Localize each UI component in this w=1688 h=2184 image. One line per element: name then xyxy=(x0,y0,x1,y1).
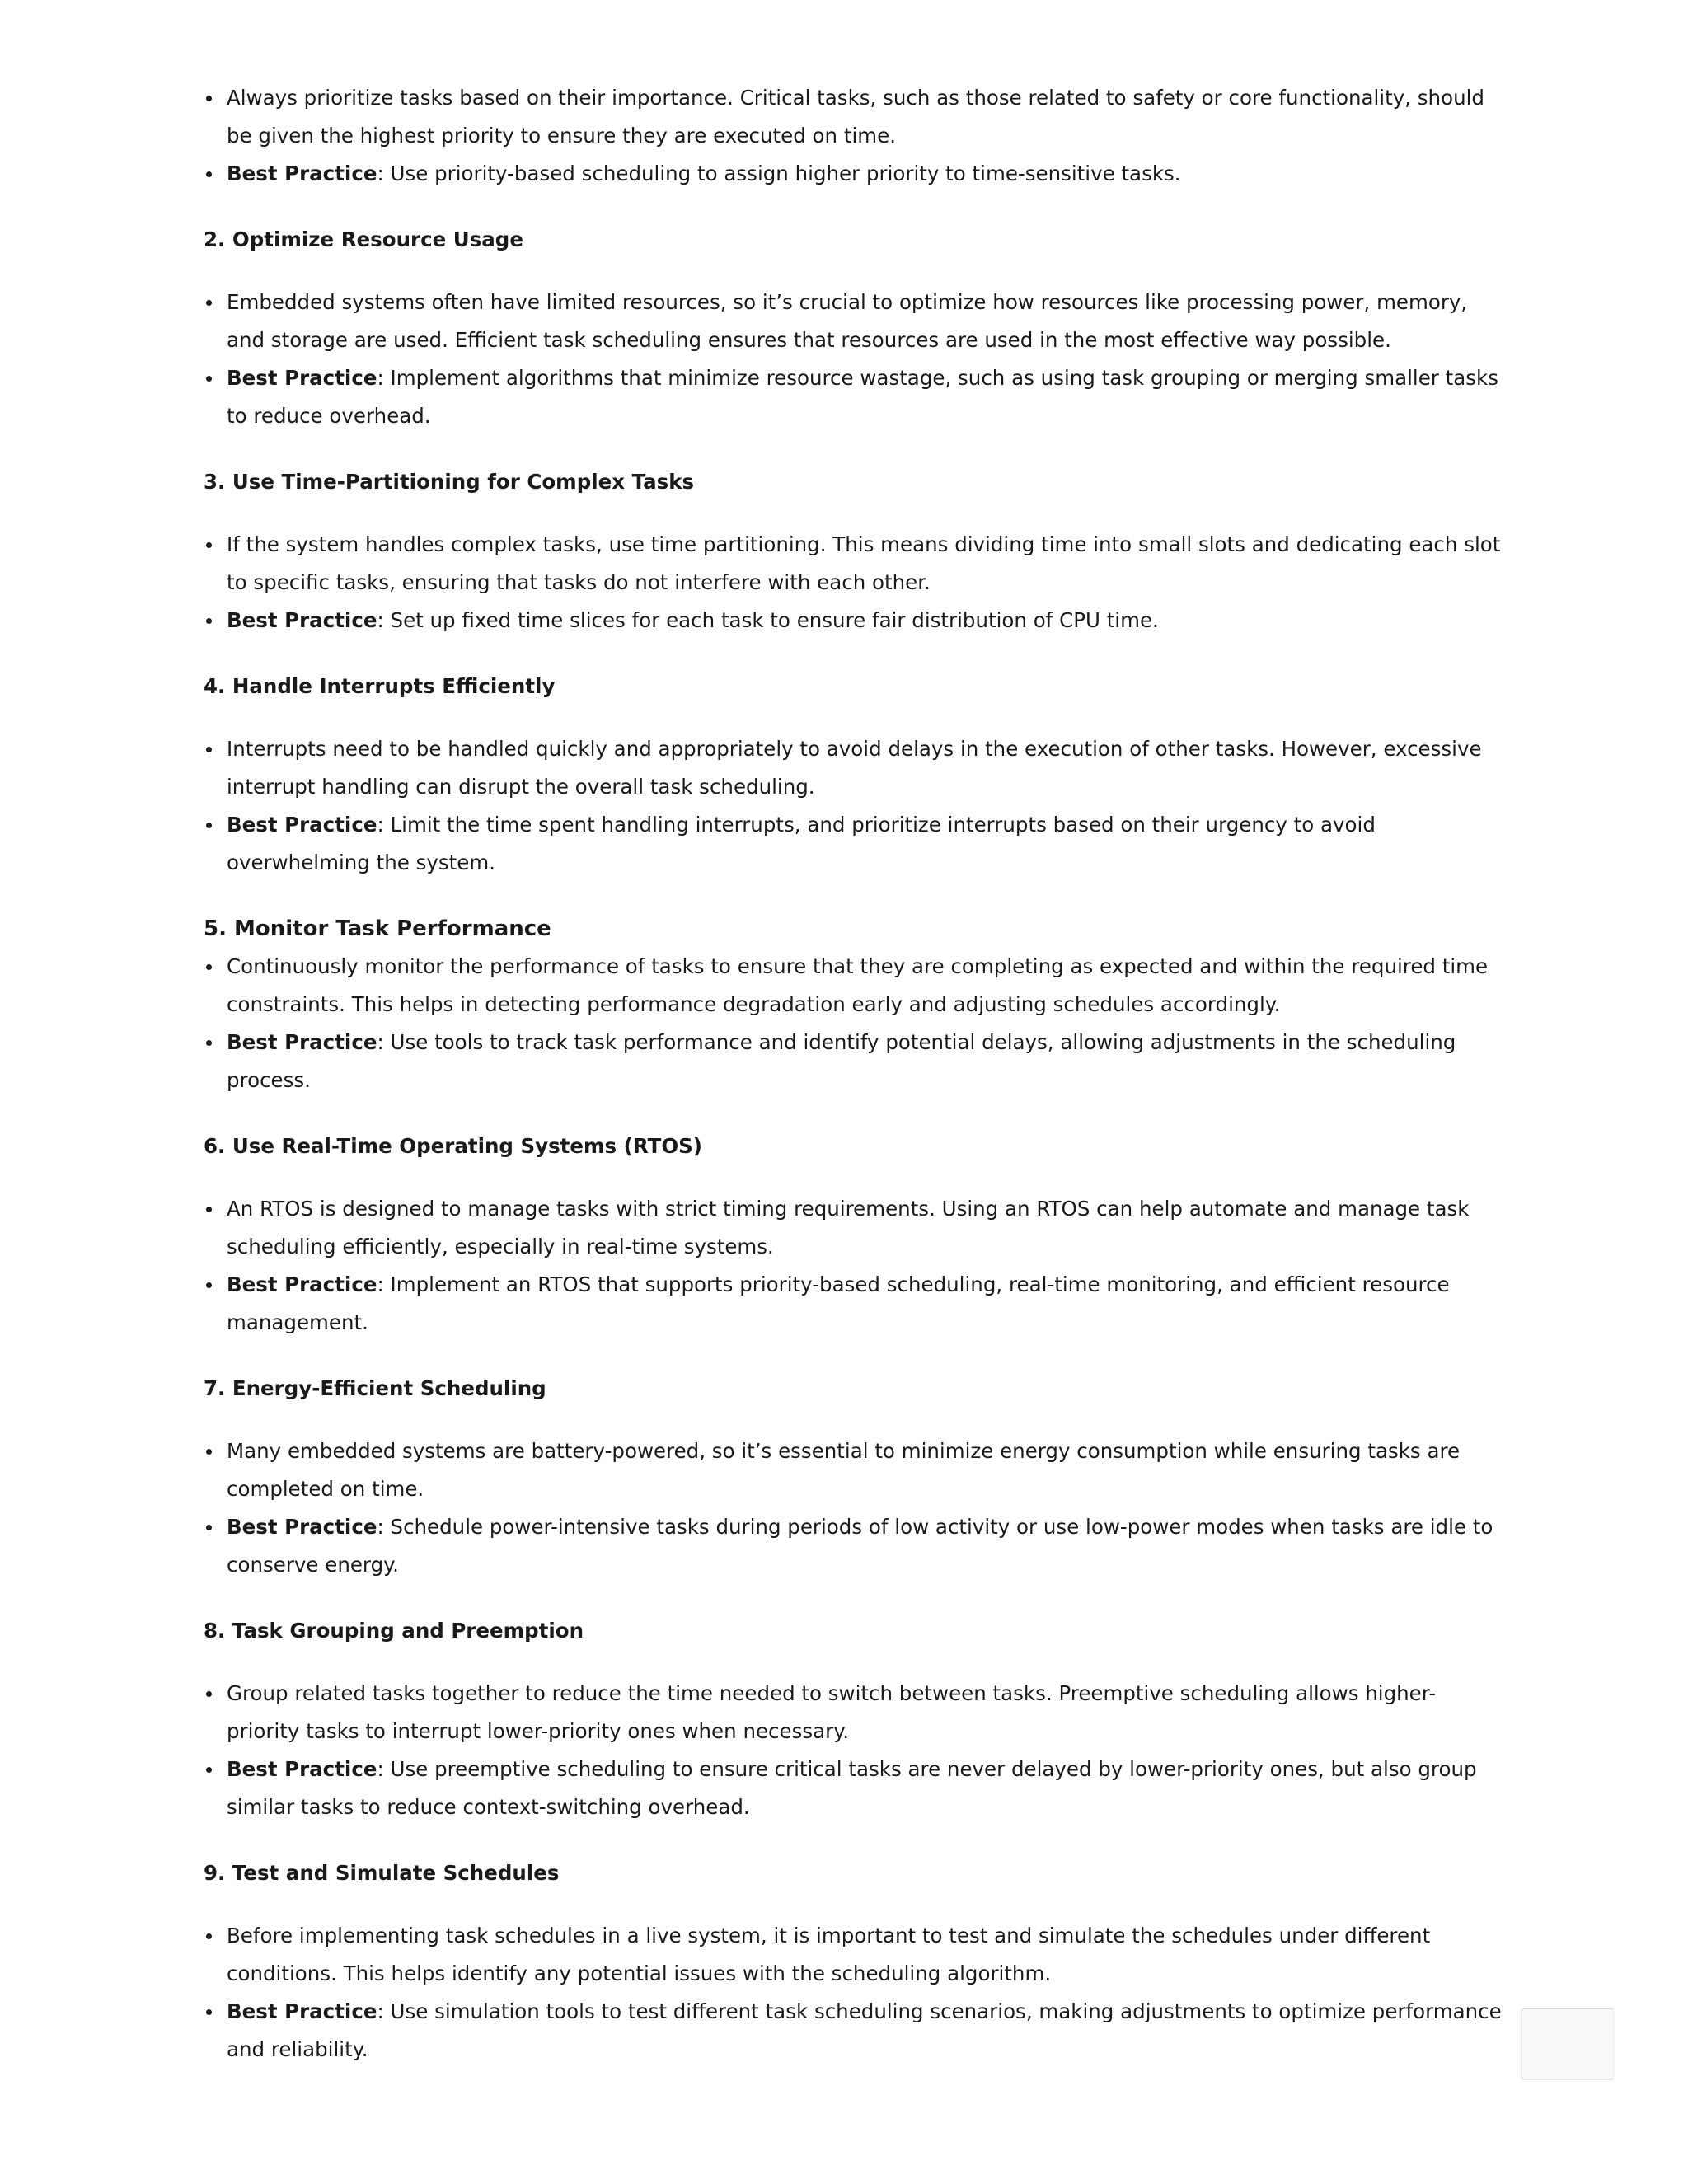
bullet-list xyxy=(204,1190,1506,1342)
bullet-text: : Implement algorithms that minimize resource wastage, such as using task grouping or merging smaller tasks to reduce overhead. xyxy=(227,366,1499,428)
best-practice-label: Best Practice xyxy=(227,366,377,390)
section-task-grouping-preemption xyxy=(204,1617,1506,1826)
list-item xyxy=(204,1432,1506,1508)
bullet-text: An RTOS is designed to manage tasks with strict timing requirements. Using an RTOS can help automate and manage task scheduling efficiently, especially in real-time systems. xyxy=(227,1197,1470,1258)
list-item xyxy=(204,1508,1506,1584)
bullet-text: : Use priority-based scheduling to assign higher priority to time-sensitive tasks. xyxy=(377,162,1181,185)
section-heading: 4. Handle Interrupts Efficiently xyxy=(204,674,556,698)
list-item xyxy=(204,806,1506,882)
list-item xyxy=(204,602,1506,640)
bullet-text: : Use tools to track task performance and identify potential delays, allowing adjustments in the scheduling process. xyxy=(227,1030,1456,1092)
bullet-list xyxy=(204,284,1506,435)
best-practice-label: Best Practice xyxy=(227,1272,377,1296)
bullet-text: : Schedule power-intensive tasks during periods of low activity or use low-power modes when tasks are idle to conserve energy. xyxy=(227,1515,1493,1577)
article-content xyxy=(204,79,1506,2069)
list-item xyxy=(204,155,1506,193)
list-item xyxy=(204,284,1506,359)
list-item xyxy=(204,79,1506,155)
section-energy-efficient-scheduling xyxy=(204,1375,1506,1584)
bullet-text: Many embedded systems are battery-powered, so it’s essential to minimize energy consumption while ensuring tasks are completed on time. xyxy=(227,1439,1461,1501)
intro-bullet-list xyxy=(204,79,1506,193)
list-item xyxy=(204,948,1506,1024)
list-item xyxy=(204,730,1506,806)
bullet-list xyxy=(204,1675,1506,1826)
section-heading: 7. Energy-Efficient Scheduling xyxy=(204,1376,546,1400)
bullet-text: Continuously monitor the performance of tasks to ensure that they are completing as expected and within the required time constraints. This helps in detecting performance degradation early and adjusting schedules accordingly. xyxy=(227,954,1489,1016)
list-item xyxy=(204,1190,1506,1266)
bullet-text: If the system handles complex tasks, use time partitioning. This means dividing time into small slots and dedicating each slot to specific tasks, ensuring that tasks do not interfere with each other. xyxy=(227,532,1501,594)
section-heading: 9. Test and Simulate Schedules xyxy=(204,1861,560,1885)
list-item xyxy=(204,1675,1506,1750)
best-practice-label: Best Practice xyxy=(227,813,377,837)
best-practice-label: Best Practice xyxy=(227,608,377,632)
bullet-text: : Set up fixed time slices for each task to ensure fair distribution of CPU time. xyxy=(377,608,1159,632)
list-item xyxy=(204,1750,1506,1826)
list-item xyxy=(204,1993,1506,2069)
list-item xyxy=(204,1266,1506,1342)
bullet-list xyxy=(204,948,1506,1099)
bullet-text: : Use simulation tools to test different task scheduling scenarios, making adjustments to optimize performance and reliability. xyxy=(227,1999,1502,2061)
best-practice-label: Best Practice xyxy=(227,1030,377,1054)
section-monitor-task-performance xyxy=(204,915,1506,1099)
bullet-text: : Implement an RTOS that supports priority-based scheduling, real-time monitoring, and efficient resource management. xyxy=(227,1272,1450,1334)
bullet-text: : Limit the time spent handling interrupts, and prioritize interrupts based on their urgency to avoid overwhelming the system. xyxy=(227,813,1376,874)
section-heading: 2. Optimize Resource Usage xyxy=(204,227,523,251)
section-optimize-resource-usage xyxy=(204,226,1506,435)
section-rtos xyxy=(204,1132,1506,1342)
section-heading: 6. Use Real-Time Operating Systems (RTOS) xyxy=(204,1134,702,1158)
section-handle-interrupts xyxy=(204,673,1506,882)
best-practice-label: Best Practice xyxy=(227,162,377,185)
best-practice-label: Best Practice xyxy=(227,1999,377,2023)
bullet-list xyxy=(204,1432,1506,1584)
list-item xyxy=(204,359,1506,435)
bullet-text: : Use preemptive scheduling to ensure critical tasks are never delayed by lower-priority ones, but also group similar tasks to reduce context-switching overhead. xyxy=(227,1757,1477,1819)
section-heading: 5. Monitor Task Performance xyxy=(204,916,551,941)
bullet-text: Before implementing task schedules in a live system, it is important to test and simulate the schedules under different conditions. This helps identify any potential issues with the scheduling algorithm. xyxy=(227,1924,1431,1985)
best-practice-label: Best Practice xyxy=(227,1515,377,1539)
section-test-simulate-schedules xyxy=(204,1859,1506,2069)
bullet-list xyxy=(204,730,1506,882)
section-heading: 8. Task Grouping and Preemption xyxy=(204,1619,584,1643)
bullet-text: Embedded systems often have limited resources, so it’s crucial to optimize how resources like processing power, memory, and storage are used. Efficient task scheduling ensures that resources are used in the most effective way possible. xyxy=(227,290,1468,352)
bullet-text: Group related tasks together to reduce the time needed to switch between tasks. Preemptive scheduling allows higher-priority tasks to interrupt lower-priority ones when necessary. xyxy=(227,1681,1437,1743)
bullet-text: Interrupts need to be handled quickly and appropriately to avoid delays in the execution of other tasks. However, excessive interrupt handling can disrupt the overall task scheduling. xyxy=(227,737,1482,799)
section-heading: 3. Use Time-Partitioning for Complex Tasks xyxy=(204,470,695,494)
bullet-list xyxy=(204,1917,1506,2069)
list-item xyxy=(204,526,1506,602)
section-time-partitioning xyxy=(204,468,1506,640)
bullet-text: Always prioritize tasks based on their importance. Critical tasks, such as those related to safety or core functionality, should be given the highest priority to ensure they are executed on time. xyxy=(227,86,1484,148)
best-practice-label: Best Practice xyxy=(227,1757,377,1781)
list-item xyxy=(204,1917,1506,1993)
recaptcha-badge[interactable] xyxy=(1522,2008,1613,2079)
bullet-list xyxy=(204,526,1506,640)
list-item xyxy=(204,1024,1506,1099)
